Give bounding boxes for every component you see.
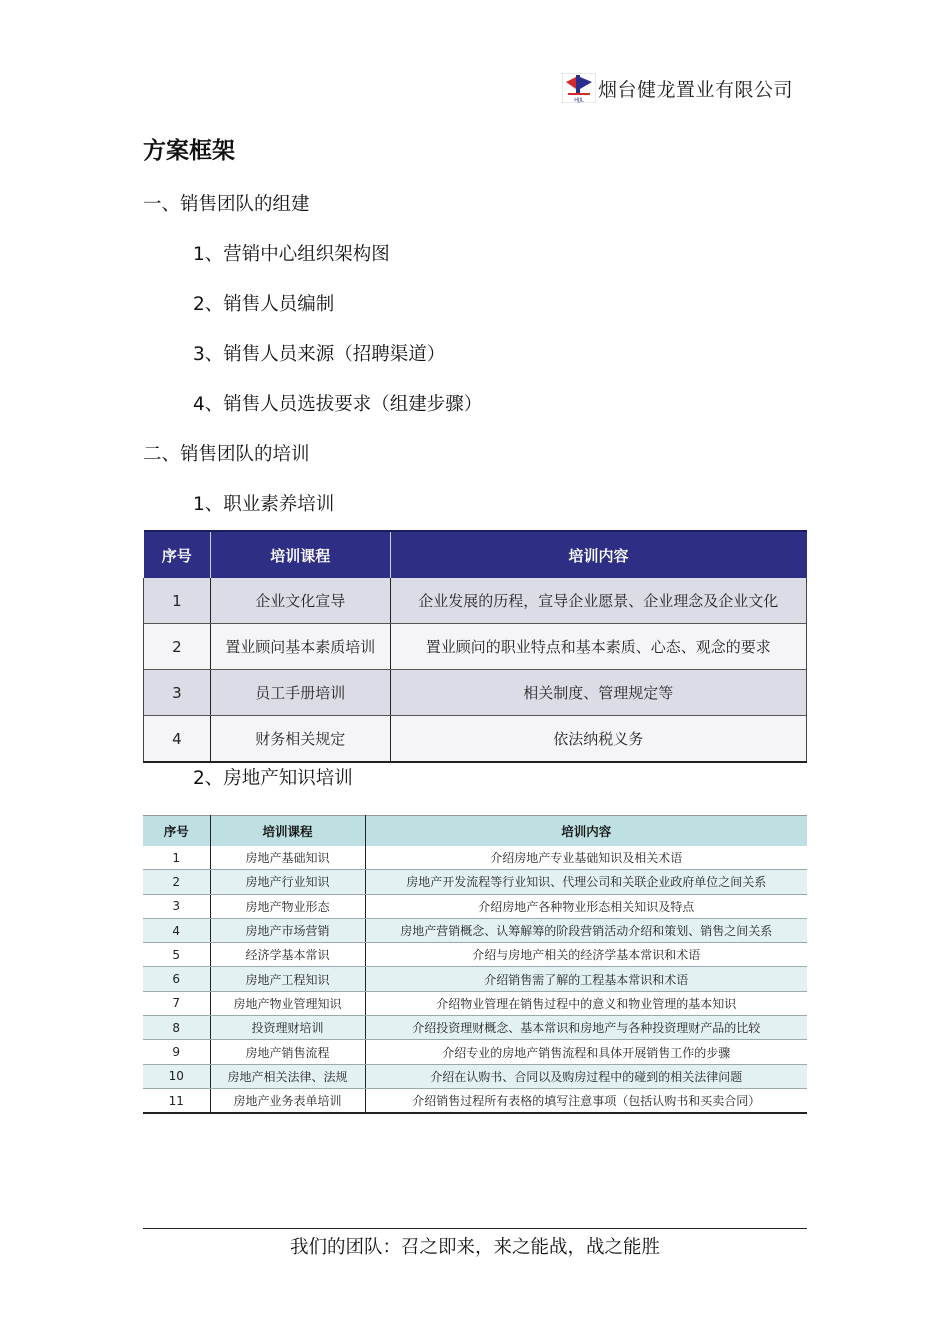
table-cell: 房地产物业形态 [210,894,365,918]
table-cell: 财务相关规定 [210,716,390,763]
table-cell: 依法纳税义务 [390,716,806,763]
table-cell: 2 [144,624,211,670]
table-cell: 企业文化宣导 [210,578,390,624]
column-header: 培训课程 [210,816,365,847]
table-cell: 房地产相关法律、法规 [210,1064,365,1088]
table-cell: 房地产行业知识 [210,870,365,894]
table-cell: 房地产销售流程 [210,1040,365,1064]
table-cell: 8 [143,1016,210,1040]
table-cell: 房地产业务表单培训 [210,1088,365,1113]
table-row [143,967,807,991]
table-row [143,870,807,894]
section-heading-2: 二、销售团队的培训 [143,444,310,465]
table-cell: 5 [143,943,210,967]
column-header: 培训内容 [390,531,806,578]
table-cell: 4 [143,918,210,942]
table-cell: 3 [144,670,211,716]
table-cell: 员工手册培训 [210,670,390,716]
table-cell: 1 [143,846,210,870]
table-header-row [143,816,807,847]
table-cell: 4 [144,716,211,763]
table-cell: 房地产营销概念、认筹解筹的阶段营销活动介绍和策划、销售之间关系 [365,918,807,942]
table-row [144,578,807,624]
subsection-heading: 2、房地产知识培训 [193,768,353,789]
table-cell: 房地产工程知识 [210,967,365,991]
table-row [143,943,807,967]
table-row [143,846,807,870]
table-cell: 9 [143,1040,210,1064]
table-row [143,894,807,918]
table-cell: 介绍销售需了解的工程基本常识和术语 [365,967,807,991]
table-cell: 房地产市场营销 [210,918,365,942]
column-header: 培训内容 [365,816,807,847]
table-cell: 房地产基础知识 [210,846,365,870]
table-cell: 11 [143,1088,210,1113]
table-row [144,716,807,763]
table-cell: 经济学基本常识 [210,943,365,967]
table-cell: 7 [143,991,210,1015]
column-header: 培训课程 [210,531,390,578]
table-cell: 介绍房地产各种物业形态相关知识及特点 [365,894,807,918]
section-heading-1: 一、销售团队的组建 [143,194,310,215]
table-cell: 介绍物业管理在销售过程中的意义和物业管理的基本知识 [365,991,807,1015]
table-cell: 6 [143,967,210,991]
table-cell: 介绍销售过程所有表格的填写注意事项（包括认购书和买卖合同） [365,1088,807,1113]
table-header-row [144,531,807,578]
table-cell: 2 [143,870,210,894]
table-cell: 3 [143,894,210,918]
table-cell: 介绍与房地产相关的经济学基本常识和术语 [365,943,807,967]
table-cell: 置业顾问的职业特点和基本素质、心态、观念的要求 [390,624,806,670]
table-cell: 介绍房地产专业基础知识及相关术语 [365,846,807,870]
outline-item: 2、销售人员编制 [193,294,335,315]
real-estate-training-table [143,815,807,1114]
table-row [144,670,807,716]
logo-caption: HJJL [574,97,584,103]
table-cell: 1 [144,578,211,624]
company-header [562,72,793,104]
footer-slogan: 我们的团队：召之即来，来之能战，战之能胜 [289,1237,660,1258]
table-row [143,1088,807,1113]
table-cell: 10 [143,1064,210,1088]
table-row [143,1064,807,1088]
page-title: 方案框架 [143,138,235,164]
table-cell: 企业发展的历程，宣导企业愿景、企业理念及企业文化 [390,578,806,624]
table-cell: 房地产开发流程等行业知识、代理公司和关联企业政府单位之间关系 [365,870,807,894]
company-name: 烟台健龙置业有限公司 [598,78,794,101]
company-logo-icon [562,73,596,103]
table-cell: 房地产物业管理知识 [210,991,365,1015]
professional-training-table [143,530,807,763]
table-row [144,624,807,670]
footer-divider [143,1228,807,1229]
table-row [143,1016,807,1040]
table-row [143,918,807,942]
column-header: 序号 [144,531,211,578]
table-cell: 介绍投资理财概念、基本常识和房地产与各种投资理财产品的比较 [365,1016,807,1040]
outline-item: 3、销售人员来源（招聘渠道） [193,344,446,365]
table-cell: 介绍专业的房地产销售流程和具体开展销售工作的步骤 [365,1040,807,1064]
table-row [143,991,807,1015]
outline-item: 4、销售人员选拔要求（组建步骤） [193,394,483,415]
subsection-heading: 1、职业素养培训 [193,494,335,515]
table-cell: 介绍在认购书、合同以及购房过程中的碰到的相关法律问题 [365,1064,807,1088]
table-cell: 置业顾问基本素质培训 [210,624,390,670]
table-cell: 相关制度、管理规定等 [390,670,806,716]
outline-item: 1、营销中心组织架构图 [193,244,390,265]
column-header: 序号 [143,816,210,847]
table-row [143,1040,807,1064]
table-cell: 投资理财培训 [210,1016,365,1040]
